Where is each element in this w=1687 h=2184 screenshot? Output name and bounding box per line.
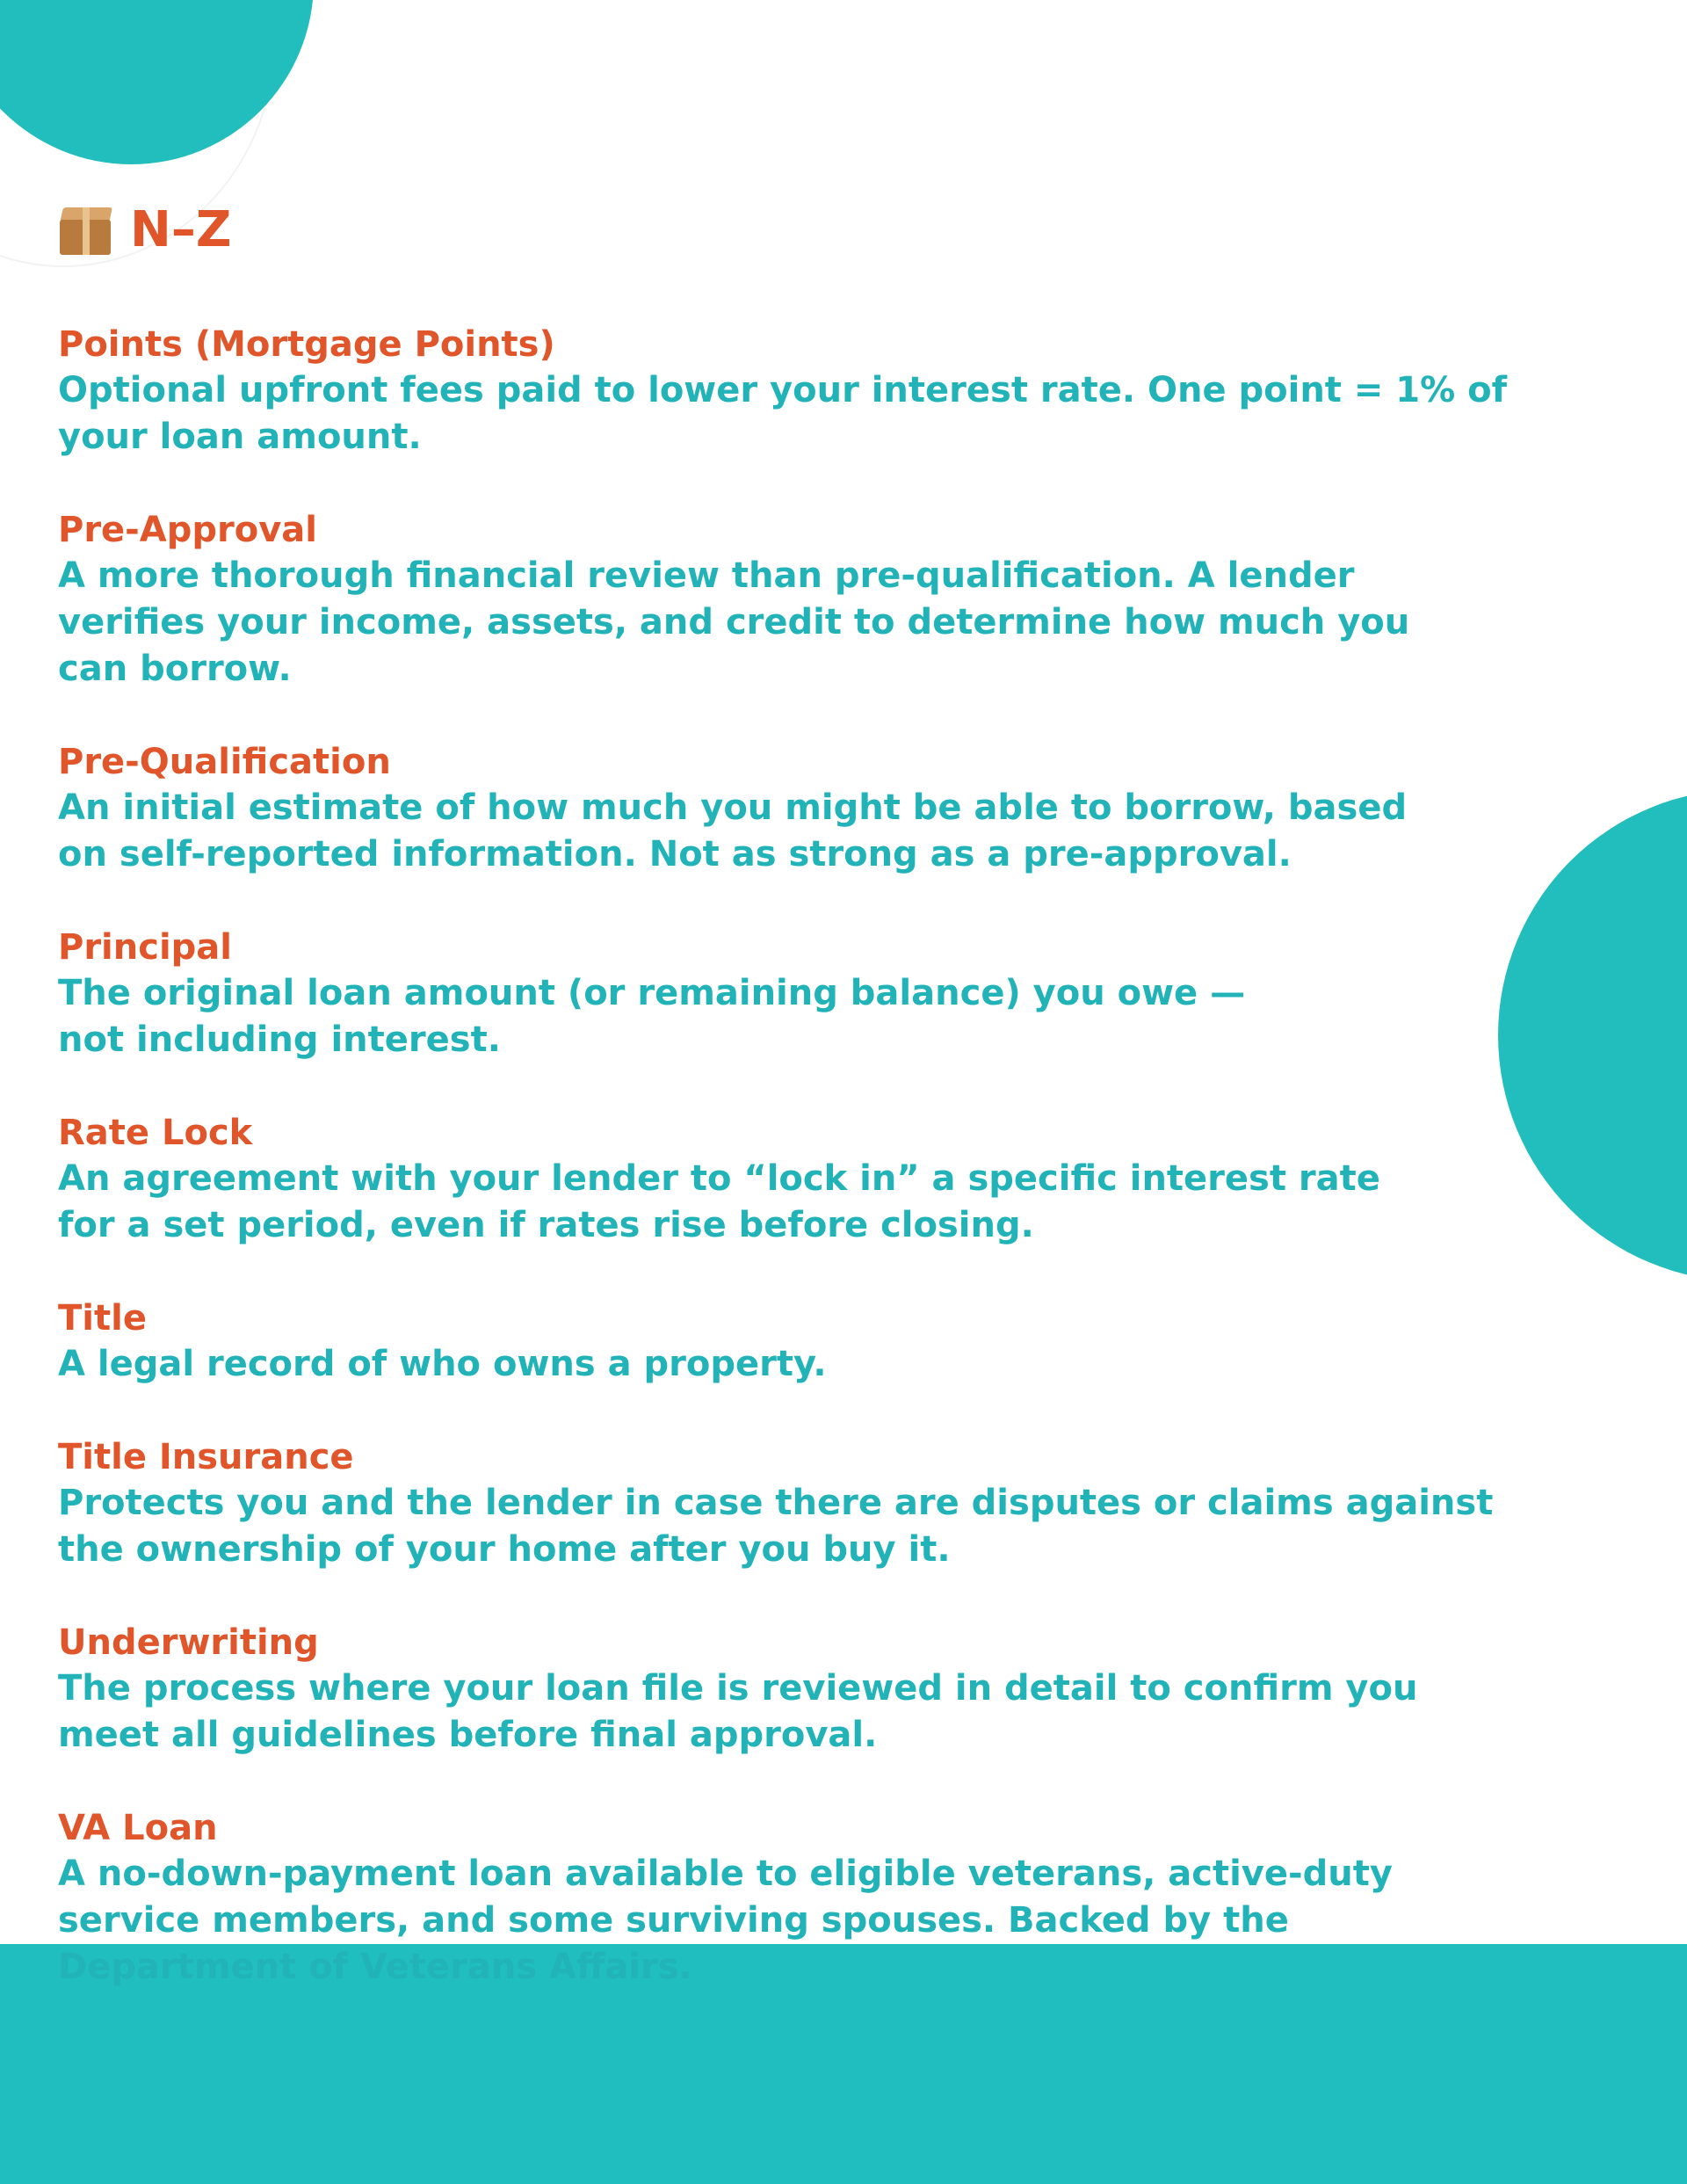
glossary-content bbox=[58, 195, 1622, 2037]
glossary-term bbox=[58, 925, 1622, 1063]
term-definition: Protects you and the lender in case there are disputes or claims against the ownership of your home after you buy it. bbox=[58, 1483, 1494, 1570]
term-title: VA Loan bbox=[58, 1808, 218, 1848]
glossary-term bbox=[58, 1110, 1622, 1249]
term-title: Pre-Approval bbox=[58, 510, 317, 550]
term-definition: A legal record of who owns a property. bbox=[58, 1344, 827, 1384]
term-title: Title Insurance bbox=[58, 1437, 354, 1477]
section-title: N–Z bbox=[130, 201, 232, 258]
term-title: Principal bbox=[58, 927, 232, 968]
glossary-term bbox=[58, 1620, 1622, 1759]
term-definition: A no-down-payment loan available to eligible veterans, active-duty service members, and some surviving spouses. Backed by the Department of Veterans Affairs. bbox=[58, 1854, 1393, 1987]
glossary-term bbox=[58, 1434, 1622, 1573]
decorative-circle-top-left bbox=[0, 0, 314, 164]
glossary-term bbox=[58, 1295, 1622, 1388]
glossary-term bbox=[58, 507, 1622, 693]
term-definition: An initial estimate of how much you might be able to borrow, based on self-reported information. Not as strong as a pre-approval. bbox=[58, 787, 1408, 874]
glossary-term bbox=[58, 1805, 1622, 1991]
glossary-term bbox=[58, 322, 1622, 461]
section-heading bbox=[58, 195, 1622, 265]
term-title: Pre-Qualification bbox=[58, 742, 391, 782]
package-icon bbox=[58, 202, 114, 258]
term-definition: A more thorough financial review than pre-qualification. A lender verifies your income, assets, and credit to determine how much you can borrow. bbox=[58, 555, 1410, 689]
term-definition: Optional upfront fees paid to lower your interest rate. One point = 1% of your loan amount. bbox=[58, 370, 1508, 457]
term-definition: The original loan amount (or remaining balance) you owe — not including interest. bbox=[58, 973, 1246, 1060]
term-title: Title bbox=[58, 1298, 147, 1339]
term-definition: An agreement with your lender to “lock in” a specific interest rate for a set period, even if rates rise before closing. bbox=[58, 1158, 1380, 1245]
glossary-term bbox=[58, 739, 1622, 878]
term-title: Points (Mortgage Points) bbox=[58, 324, 555, 365]
term-title: Rate Lock bbox=[58, 1113, 253, 1153]
term-title: Underwriting bbox=[58, 1622, 319, 1663]
term-definition: The process where your loan file is reviewed in detail to confirm you meet all guidelines before final approval. bbox=[58, 1668, 1418, 1755]
